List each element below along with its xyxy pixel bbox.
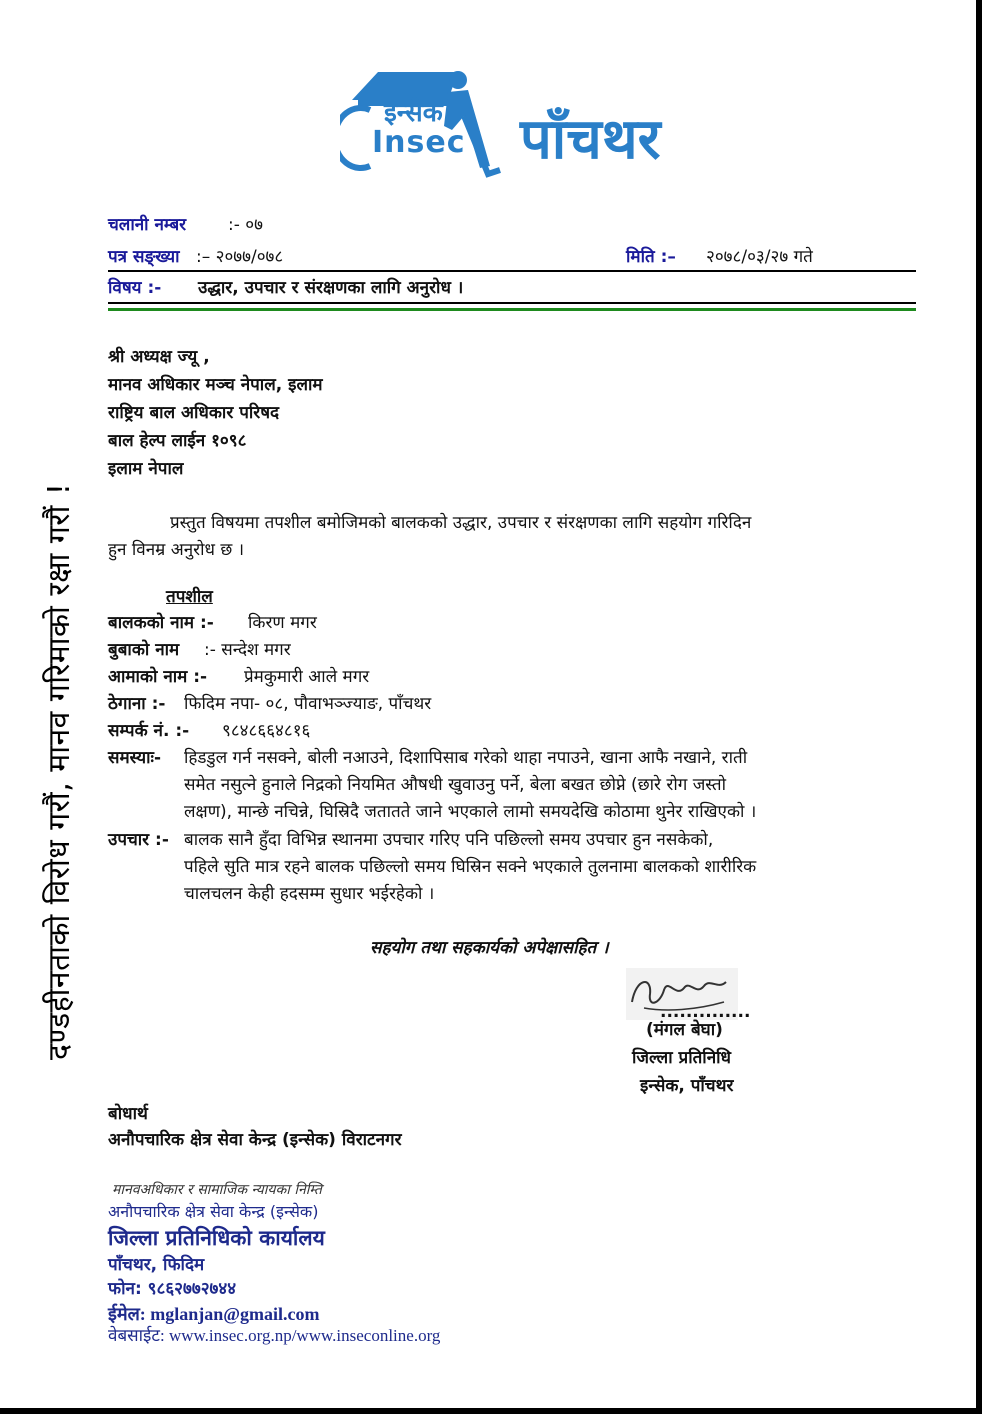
details-heading: तपशील xyxy=(166,587,213,607)
father-name-label: बुबाको नाम xyxy=(108,640,180,660)
contact-value: ९८४८६६४८१६ xyxy=(222,721,311,741)
letter-number-label: पत्र सङ्ख्या xyxy=(108,247,180,267)
footer-office: जिल्ला प्रतिनिधिको कार्यालय xyxy=(108,1226,325,1250)
header-divider-1 xyxy=(108,270,916,272)
treatment-line-2: पहिले सुति मात्र रहने बालक पछिल्लो समय घिस्रिन सक्ने भएकाले तुलनामा बालकको शारीरिक xyxy=(184,857,757,877)
date-value: २०७८/०३/२७ गते xyxy=(706,247,813,267)
recipient-line-1: श्री अध्यक्ष ज्यू , xyxy=(108,347,210,367)
subject-label: विषय :- xyxy=(108,278,162,298)
footer-org: अनौपचारिक क्षेत्र सेवा केन्द्र (इन्सेक) xyxy=(108,1202,319,1221)
dispatch-number-value: :- ०७ xyxy=(228,215,263,235)
recipient-line-3: राष्ट्रिय बाल अधिकार परिषद xyxy=(108,403,280,423)
date-label: मिति :– xyxy=(626,247,676,267)
child-name-label: बालकको नाम :- xyxy=(108,613,214,633)
signatory-title: जिल्ला प्रतिनिधि xyxy=(632,1048,731,1068)
logo-district-name: पाँचथर xyxy=(520,107,661,172)
closing-line: सहयोग तथा सहकार्यको अपेक्षासहित । xyxy=(370,938,609,958)
treatment-line-3: चालचलन केही हदसम्म सुधार भईरहेको । xyxy=(184,884,435,904)
treatment-line-1: बालक सानै हुँदा विभिन्न स्थानमा उपचार गरिए पनि पछिल्लो समय उपचार हुन नसकेको, xyxy=(184,830,714,850)
footer-tagline: मानवअधिकार र सामाजिक न्यायका निम्ति xyxy=(112,1182,322,1198)
intro-line-2: हुन विनम्र अनुरोध छ । xyxy=(108,540,245,560)
signatory-name: (मंगल बेघा) xyxy=(646,1020,723,1040)
header-divider-2 xyxy=(108,302,916,304)
footer-website: वेबसाईट: www.insec.org.np/www.inseconline.org xyxy=(108,1326,441,1345)
problem-line-3: लक्षण), मान्छे नचिन्ने, घिस्रिदै जतातते जाने भएकाले लामो समयदेखि कोठामा थुनेर राखिएको । xyxy=(184,802,757,822)
recipient-line-2: मानव अधिकार मञ्च नेपाल, इलाम xyxy=(108,375,323,395)
header-divider-green xyxy=(108,308,916,311)
treatment-label: उपचार :- xyxy=(108,830,169,850)
mother-name-label: आमाको नाम :- xyxy=(108,667,208,687)
footer-phone: फोन: ९८६२७७२७४४ xyxy=(108,1279,237,1299)
recipient-line-4: बाल हेल्प लाईन १०९८ xyxy=(108,431,247,451)
problem-line-2: समेत नसुत्ने हुनाले निद्रको नियमित औषधी खुवाउनु पर्ने, बेला बखत छोप्ने (छारे रोग जस्तो xyxy=(184,775,727,795)
subject-value: उद्धार, उपचार र संरक्षणका लागि अनुरोध । xyxy=(198,278,464,298)
page-border-right xyxy=(976,0,982,1412)
contact-label: सम्पर्क नं. :- xyxy=(108,721,190,741)
dispatch-number-label: चलानी नम्बर xyxy=(108,215,187,235)
footer-email: ईमेल: mglanjan@gmail.com xyxy=(108,1304,320,1324)
footer-location: पाँचथर, फिदिम xyxy=(108,1255,205,1275)
child-name-value: किरण मगर xyxy=(248,613,317,633)
cc-label: बोधार्थ xyxy=(108,1104,148,1124)
margin-slogan: दण्डहीनताको विरोध गरौं, मानव गरिमाको रक्षा गरौं ! xyxy=(42,482,77,1060)
recipient-line-5: इलाम नेपाल xyxy=(108,459,184,479)
mother-name-value: प्रेमकुमारी आले मगर xyxy=(244,667,370,687)
cc-value: अनौपचारिक क्षेत्र सेवा केन्द्र (इन्सेक) विराटनगर xyxy=(108,1130,402,1150)
signature-dots: .............. xyxy=(660,1002,751,1022)
page-border-bottom xyxy=(0,1408,982,1414)
letter-number-value: :– २०७७/०७८ xyxy=(196,247,284,267)
logo-insec-nepali: इन्सेक xyxy=(384,98,443,128)
address-value: फिदिम नपा- ०८, पौवाभञ्ज्याङ, पाँचथर xyxy=(184,694,432,714)
problem-line-1: हिडडुल गर्न नसक्ने, बोली नआउने, दिशापिसाब गरेको थाहा नपाउने, खाना आफै नखाने, राती xyxy=(184,748,748,768)
logo-insec-english: Insec xyxy=(372,125,466,160)
problem-label: समस्याः- xyxy=(108,748,162,768)
intro-line-1: प्रस्तुत विषयमा तपशील बमोजिमको बालकको उद्धार, उपचार र संरक्षणका लागि सहयोग गरिदिन xyxy=(170,513,752,533)
father-name-value: :- सन्देश मगर xyxy=(204,640,291,660)
address-label: ठेगाना :- xyxy=(108,694,166,714)
signatory-org: इन्सेक, पाँचथर xyxy=(640,1076,734,1096)
